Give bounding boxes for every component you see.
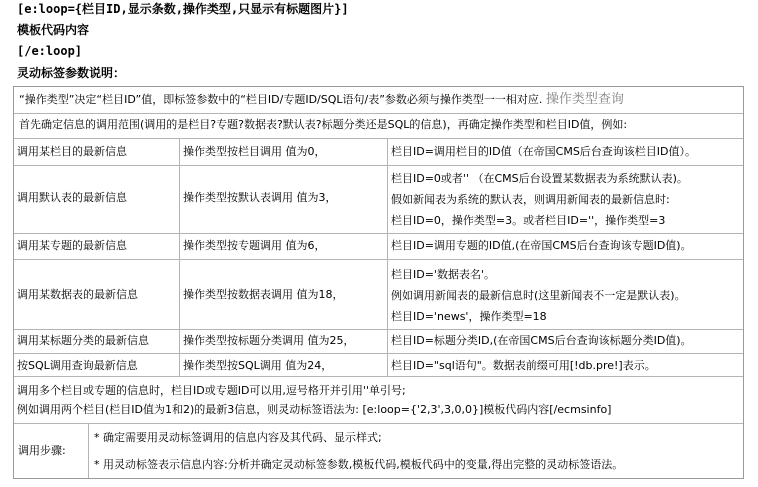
params-table (13, 86, 744, 479)
row-3-op: 操作类型按数据表调用 值为18， (183, 288, 344, 301)
end-tag-heading: [/e:loop] (17, 44, 83, 58)
multi-line-1: 调用多个栏目或专题的信息时，栏目ID或专题ID可以用,逗号格开并引用''单引号; (17, 384, 406, 397)
row-1-op: 操作类型按默认表调用 值为3， (183, 191, 337, 204)
row-5-desc: 按SQL调用查询最新信息 (17, 359, 138, 372)
row-4-desc: 调用某标题分类的最新信息 (17, 334, 149, 347)
row-1-detail: 栏目ID=0或者'' （在CMS后台设置某数据表为系统默认表)。 假如新闻表为系统的默认表，则调用新闻表的最新信息时: 栏目ID=0，操作类型=3。或者栏目ID=''，操作类型=3 (391, 172, 688, 227)
row-2-detail: 栏目ID=调用专题的ID值,(在帝国CMS后台查询该专题ID值)。 (391, 239, 692, 252)
row-0-desc: 调用某栏目的最新信息 (17, 145, 127, 158)
row-5-op: 操作类型按SQL调用 值为24， (183, 359, 333, 372)
operation-type-query-link[interactable]: 操作类型查询 (545, 92, 624, 107)
row-0-detail: 栏目ID=调用栏目的ID值（在帝国CMS后台查询该栏目ID值）。 (391, 145, 697, 158)
intro-text: “操作类型”决定“栏目ID”值，即标签参数中的“栏目ID/专题ID/SQL语句/表”参数必须与操作类型一一相对应. (19, 93, 543, 106)
steps-label: 调用步骤: (18, 444, 66, 457)
scope-cell: 首先确定信息的调用范围(调用的是栏目?专题?数据表?默认表?标题分类还是SQL的信息)，再确定操作类型和栏目ID值，例如: (19, 118, 628, 131)
row-5-detail: 栏目ID="sql语句"。数据表前缀可用[!db.pre!]表示。 (391, 359, 656, 372)
loop-tag-heading: [e:loop={栏目ID,显示条数,操作类型,只显示有标题图片}] (17, 2, 349, 16)
row-3-desc: 调用某数据表的最新信息 (17, 288, 138, 301)
row-0-op: 操作类型按栏目调用 值为0， (183, 145, 326, 158)
row-2-desc: 调用某专题的最新信息 (17, 239, 127, 252)
step-1: * 确定需要用灵动标签调用的信息内容及其代码、显示样式; (94, 431, 382, 444)
multi-line-2: 例如调用两个栏目(栏目ID值为1和2)的最新3信息，则灵动标签语法为: [e:loop={'2,3',3,0,0}]模板代码内容[/ecmsinfo] (17, 403, 612, 416)
intro-cell (19, 91, 739, 113)
row-2-op: 操作类型按专题调用 值为6， (183, 239, 326, 252)
params-title: 灵动标签参数说明： (17, 66, 126, 80)
row-1-desc: 调用默认表的最新信息 (17, 191, 127, 204)
multi-column-note (17, 381, 741, 419)
step-2: * 用灵动标签表示信息内容:分析并确定灵动标签参数,模板代码,模板代码中的变量,得出完整的灵动标签语法。 (94, 458, 624, 471)
template-code-heading: 模板代码内容 (17, 23, 90, 37)
row-4-detail: 栏目ID=标题分类ID,(在帝国CMS后台查询该标题分类ID值)。 (391, 334, 692, 347)
row-4-op: 操作类型按标题分类调用 值为25， (183, 334, 355, 347)
row-3-detail: 栏目ID='数据表名'。 例如调用新闻表的最新信息时(这里新闻表不一定是默认表)。 栏目ID='news'，操作类型=18 (391, 268, 686, 323)
